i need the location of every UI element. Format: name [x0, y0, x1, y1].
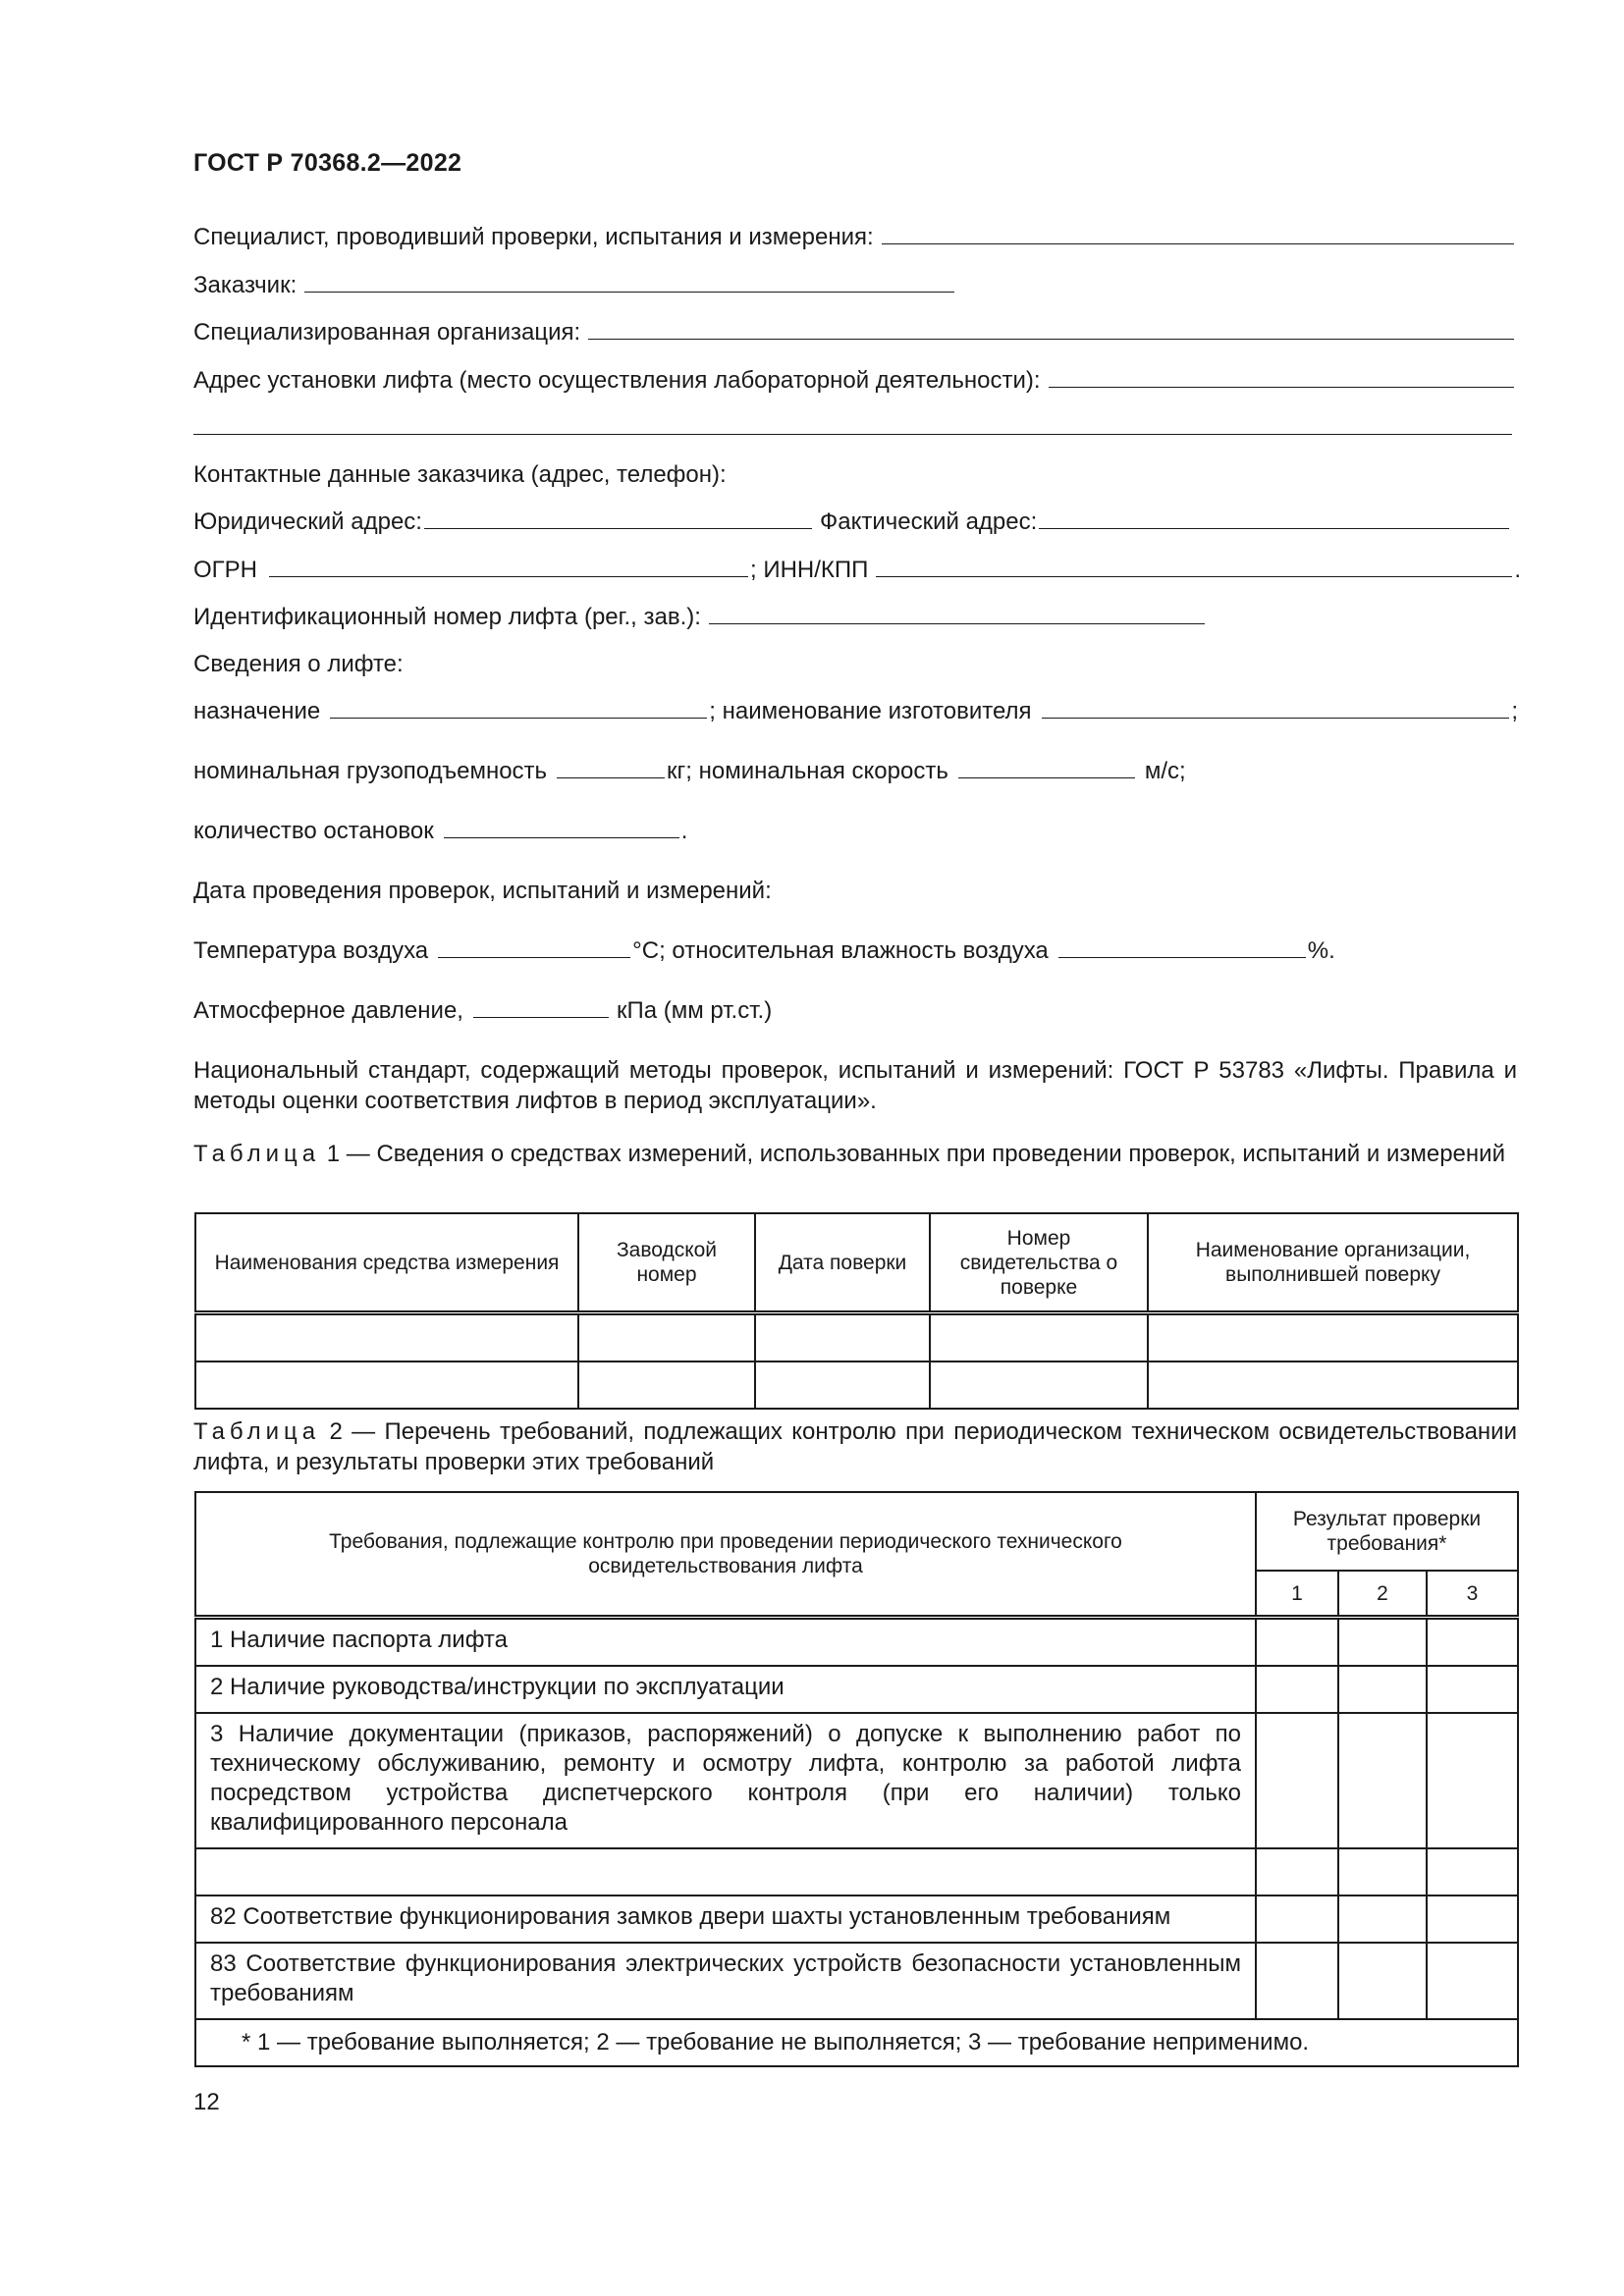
specialist-label: Специалист, проводивший проверки, испытания и измерения:: [193, 224, 874, 250]
speed-unit: м/с;: [1144, 758, 1186, 784]
pressure-label: Атмосферное давление,: [193, 997, 463, 1024]
capacity-label: номинальная грузоподъемность: [193, 758, 548, 784]
address-field-continued[interactable]: [193, 414, 1512, 435]
lift-id-field[interactable]: [709, 604, 1205, 624]
result-cell[interactable]: [1427, 1713, 1518, 1848]
organization-field[interactable]: [588, 319, 1514, 340]
table-row: [195, 1618, 1518, 1667]
temperature-unit: °С; относительная влажность воздуха: [632, 937, 1049, 964]
standard-reference-paragraph: Национальный стандарт, содержащий методы проверок, испытаний и измерений: ГОСТ Р 53783 «Лифты. Правила и методы оценки соответствия лифтов в период эксплуатации».: [193, 1057, 1517, 1114]
result-cell[interactable]: [1427, 1618, 1518, 1667]
manufacturer-field[interactable]: [1042, 698, 1510, 719]
ogrn-label: ОГРН: [193, 557, 258, 583]
capacity-unit: кг; номинальная скорость: [667, 758, 948, 784]
table2-caption: [193, 1416, 1517, 1477]
humidity-field[interactable]: [1058, 937, 1306, 958]
lift-id-label: Идентификационный номер лифта (рег., зав.):: [193, 604, 701, 630]
table2-caption-text: 2 — Перечень требований, подлежащих контролю при периодическом техническом освидетельствовании лифта, и результаты проверки этих требований: [193, 1418, 1517, 1475]
address-line-2: [193, 414, 1514, 435]
pressure-field[interactable]: [473, 997, 609, 1018]
address-line: [193, 365, 1516, 397]
table1-header-cell: Наименования средства измерения: [195, 1213, 578, 1313]
date-line: [193, 876, 1516, 907]
address-label: Адрес установки лифта (место осуществления лабораторной деятельности):: [193, 367, 1041, 394]
humidity-unit: %.: [1307, 937, 1335, 964]
table1-header-cell: Заводской номер: [578, 1213, 755, 1313]
ogrn-line: [193, 555, 1521, 586]
date-label: Дата проведения проверок, испытаний и измерений:: [193, 878, 772, 904]
capacity-line: [193, 756, 1516, 787]
result-column-2: 2: [1338, 1571, 1427, 1618]
result-header: Результат проверки требования*: [1256, 1492, 1518, 1571]
table1-header-row: [195, 1213, 1518, 1313]
table-cell[interactable]: [195, 1362, 578, 1409]
table-row: [195, 1943, 1518, 2019]
table-row: [195, 1313, 1518, 1362]
customer-field[interactable]: [304, 272, 954, 293]
organization-line: [193, 317, 1516, 348]
table-cell[interactable]: [930, 1362, 1148, 1409]
table-row: [195, 1713, 1518, 1848]
organization-label: Специализированная организация:: [193, 319, 581, 346]
stops-line: [193, 816, 1516, 847]
manufacturer-label: ; наименование изготовителя: [709, 698, 1032, 724]
table1-caption-text: 1 — Сведения о средствах измерений, использованных при проведении проверок, испытаний и измерений: [326, 1141, 1505, 1167]
result-column-3: 3: [1427, 1571, 1518, 1618]
purpose-label: назначение: [193, 698, 321, 724]
legal-address-label: Юридический адрес:: [193, 508, 422, 535]
speed-field[interactable]: [958, 758, 1135, 778]
table-cell[interactable]: [1148, 1313, 1518, 1362]
actual-address-field[interactable]: [1039, 508, 1509, 529]
table-cell[interactable]: [1148, 1362, 1518, 1409]
purpose-field[interactable]: [330, 698, 707, 719]
table1-header-cell: Наименование организации, выполнившей поверку: [1148, 1213, 1518, 1313]
requirement-text: 83 Соответствие функционирования электрических устройств безопасности установленным требованиям: [195, 1943, 1256, 2019]
result-column-1: 1: [1256, 1571, 1338, 1618]
table-row: [195, 1362, 1518, 1409]
requirement-text: 1 Наличие паспорта лифта: [195, 1618, 1256, 1667]
table-cell[interactable]: [755, 1313, 930, 1362]
table1-header-cell: Номер свидетельства о поверке: [930, 1213, 1148, 1313]
pressure-unit: кПа (мм рт.ст.): [616, 997, 773, 1024]
table2-header-row: [195, 1492, 1518, 1571]
result-cell[interactable]: [1256, 1848, 1338, 1896]
contacts-line: [193, 459, 1516, 491]
lift-info-line: [193, 649, 1516, 680]
stops-field[interactable]: [444, 818, 679, 838]
legal-address-field[interactable]: [424, 508, 812, 529]
table2-caption-label: Таблица: [193, 1418, 321, 1445]
page-number: 12: [193, 2089, 220, 2115]
temperature-label: Температура воздуха: [193, 937, 429, 964]
table-cell[interactable]: [195, 1313, 578, 1362]
requirement-text: 82 Соответствие функционирования замков двери шахты установленным требованиям: [195, 1896, 1256, 1943]
temperature-field[interactable]: [438, 937, 630, 958]
table-row: [195, 1666, 1518, 1713]
stops-label: количество остановок: [193, 818, 434, 844]
requirements-header: Требования, подлежащие контролю при проведении периодического технического освидетельствования лифта: [195, 1492, 1256, 1618]
result-cell[interactable]: [1256, 1943, 1338, 2019]
table-footnote: * 1 — требование выполняется; 2 — требование не выполняется; 3 — требование неприменимо.: [195, 2019, 1518, 2066]
result-cell[interactable]: [1338, 1666, 1427, 1713]
inn-label: ; ИНН/КПП: [750, 557, 869, 583]
result-cell[interactable]: [1427, 1896, 1518, 1943]
table-row: [195, 1848, 1518, 1896]
pressure-line: [193, 995, 1516, 1027]
requirement-text: 2 Наличие руководства/инструкции по эксплуатации: [195, 1666, 1256, 1713]
result-cell[interactable]: [1256, 1713, 1338, 1848]
requirement-text: [195, 1848, 1256, 1896]
specialist-field[interactable]: [882, 224, 1514, 244]
table1-header-cell: Дата поверки: [755, 1213, 930, 1313]
stops-end: .: [680, 818, 688, 844]
standard-header: ГОСТ Р 70368.2—2022: [193, 149, 462, 177]
table1-caption-label: Таблица: [193, 1141, 321, 1167]
table-footnote-row: [195, 2019, 1518, 2066]
purpose-line-end: ;: [1511, 698, 1518, 724]
table-cell[interactable]: [578, 1313, 755, 1362]
result-cell[interactable]: [1256, 1666, 1338, 1713]
result-cell[interactable]: [1427, 1943, 1518, 2019]
requirement-text: 3 Наличие документации (приказов, распоряжений) о допуске к выполнению работ по техническому обслуживанию, ремонту и осмотру лифта, контролю за работой лифта посредством устройства диспетчерского контроля (при его наличии) только квалифицированного персонала: [195, 1713, 1256, 1848]
result-cell[interactable]: [1338, 1848, 1427, 1896]
capacity-field[interactable]: [557, 758, 665, 778]
result-cell[interactable]: [1256, 1896, 1338, 1943]
table-cell[interactable]: [930, 1313, 1148, 1362]
result-cell[interactable]: [1427, 1848, 1518, 1896]
climate-line: [193, 935, 1516, 967]
actual-address-label: Фактический адрес:: [819, 508, 1038, 535]
table1-caption: [193, 1139, 1517, 1169]
customer-line: [193, 270, 956, 301]
addresses-line: [193, 507, 1511, 538]
result-cell[interactable]: [1338, 1713, 1427, 1848]
result-cell[interactable]: [1427, 1666, 1518, 1713]
requirements-table: [194, 1491, 1519, 2067]
table-cell[interactable]: [578, 1362, 755, 1409]
result-cell[interactable]: [1338, 1943, 1427, 2019]
measurement-instruments-table: [194, 1212, 1519, 1410]
result-cell[interactable]: [1338, 1896, 1427, 1943]
lift-info-label: Сведения о лифте:: [193, 651, 404, 677]
result-cell[interactable]: [1338, 1618, 1427, 1667]
ogrn-line-end: .: [1514, 557, 1521, 583]
inn-field[interactable]: [876, 557, 1512, 577]
contacts-label: Контактные данные заказчика (адрес, телефон):: [193, 461, 727, 488]
address-field[interactable]: [1049, 367, 1514, 388]
purpose-line: [193, 696, 1518, 727]
customer-label: Заказчик:: [193, 272, 298, 298]
specialist-line: [193, 222, 1516, 253]
table-cell[interactable]: [755, 1362, 930, 1409]
ogrn-field[interactable]: [269, 557, 748, 577]
result-cell[interactable]: [1256, 1618, 1338, 1667]
table-row: [195, 1896, 1518, 1943]
lift-id-line: [193, 602, 1207, 633]
